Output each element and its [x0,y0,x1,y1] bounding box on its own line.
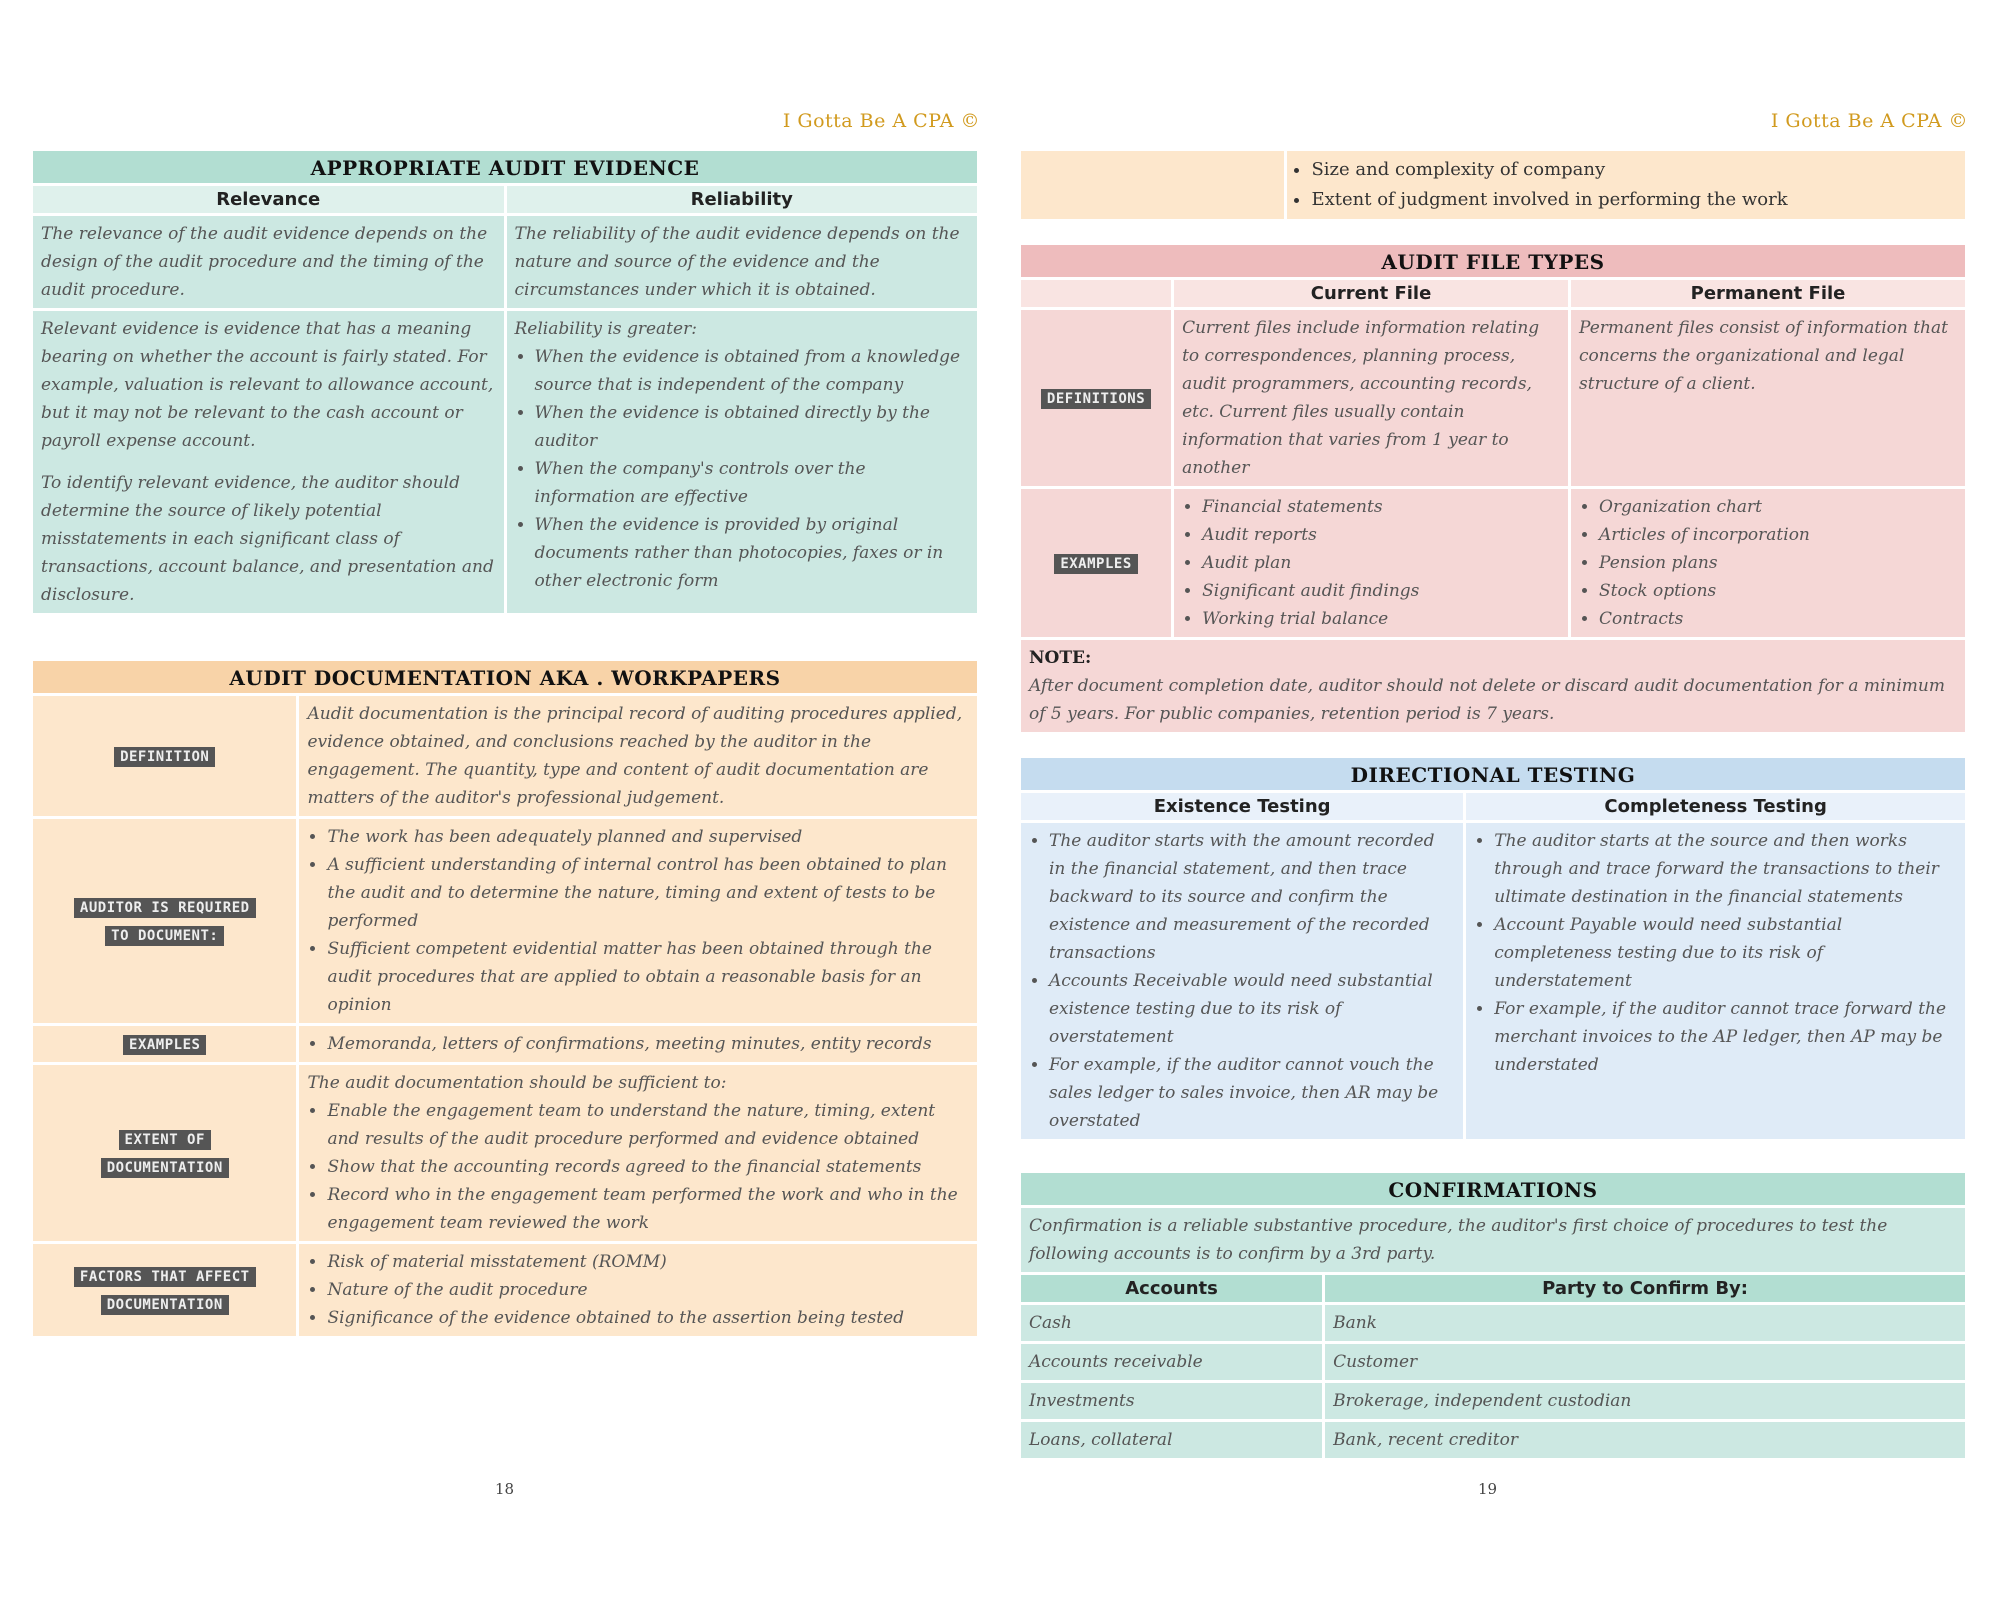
permanent-file-examples [1571,489,1965,637]
list-item: • When the company's controls over the information are effective [535,455,970,511]
list-item: • Sufficient competent evidential matter has been obtained through the audit procedures that are applied to obtain a reasonable basis for an opinion [327,935,969,1019]
party-cell: Brokerage, independent custodian [1325,1383,1965,1419]
list-item: • Stock options [1599,577,1957,605]
file-types-note [1021,640,1965,732]
definition-label-text: DEFINITION [114,747,215,767]
relevance-details [33,311,504,613]
completeness-testing-header: Completeness Testing [1466,793,1965,820]
relevance-paragraph: To identify relevant evidence, the auditor should determine the source of likely potential misstatements in each significant class of transactions, account balance, and presentation and disclosure. [41,473,494,605]
table-row [1021,1344,1965,1380]
account-cell: Cash [1021,1305,1322,1341]
list-item: • For example, if the auditor cannot vouch the sales ledger to sales invoice, then AR may be overstated [1049,1051,1455,1135]
current-file-examples [1174,489,1568,637]
party-header: Party to Confirm By: [1325,1275,1965,1302]
audit-evidence-table [30,148,980,616]
definitions-label [1021,310,1171,486]
note-text: After document completion date, auditor should not delete or discard audit documentation for a minimum of 5 years. For public companies, retention period is 7 years. [1029,676,1945,724]
file-types-corner [1021,280,1171,307]
list-item: • Risk of material misstatement (ROMM) [327,1248,969,1276]
audit-evidence-title: APPROPRIATE AUDIT EVIDENCE [33,151,977,183]
confirmations-title: CONFIRMATIONS [1021,1173,1965,1205]
relevance-header: Relevance [33,186,504,213]
party-cell: Customer [1325,1344,1965,1380]
directional-testing-title: DIRECTIONAL TESTING [1021,758,1965,790]
list-item: • Contracts [1599,605,1957,633]
party-cell: Bank, recent creditor [1325,1422,1965,1458]
required-label-line1: AUDITOR IS REQUIRED [74,898,256,918]
audit-documentation-table [30,658,980,1339]
list-item: • Account Payable would need substantial completeness testing due to its risk of understatement [1494,911,1957,995]
list-item: • When the evidence is obtained from a knowledge source that is independent of the company [535,343,970,399]
list-item: • Memoranda, letters of confirmations, meeting minutes, entity records [327,1030,969,1058]
required-items [299,819,977,1023]
list-item: • Accounts Receivable would need substantial existence testing due to its risk of overstatement [1049,967,1455,1051]
list-item: • The auditor starts with the amount recorded in the financial statement, and then trace backward to its source and confirm the existence and measurement of the recorded transactions [1049,827,1455,967]
extent-items [299,1065,977,1241]
account-cell: Accounts receivable [1021,1344,1322,1380]
confirmations-table [1018,1170,1968,1461]
list-item: • Pension plans [1599,549,1957,577]
audit-file-types-table [1018,242,1968,735]
page-number: 18 [495,1480,515,1498]
list-item: • Significance of the evidence obtained to the assertion being tested [327,1304,969,1332]
note-label: NOTE: [1029,648,1092,668]
required-label-line2: TO DOCUMENT: [105,926,224,946]
list-item: • Organization chart [1599,493,1957,521]
table-row [1021,1422,1965,1458]
audit-file-types-title: AUDIT FILE TYPES [1021,245,1965,277]
table-row [1021,1305,1965,1341]
party-cell: Bank [1325,1305,1965,1341]
extent-label-line2: DOCUMENTATION [101,1158,229,1178]
list-item: • When the evidence is obtained directly by the auditor [535,399,970,455]
list-item: • Working trial balance [1202,605,1560,633]
list-item: • When the evidence is provided by original documents rather than photocopies, faxes or in other electronic form [535,511,970,595]
continued-empty-cell [1021,151,1284,219]
relevance-definition: The relevance of the audit evidence depends on the design of the audit procedure and the timing of the audit procedure. [33,216,504,308]
accounts-header: Accounts [1021,1275,1322,1302]
required-label [33,819,296,1023]
reliability-header: Reliability [507,186,978,213]
existence-testing-header: Existence Testing [1021,793,1463,820]
current-file-definition: Current files include information relating to correspondences, planning process, audit programmers, accounting records, etc. Current files usually contain information that varies from 1 year to another [1174,310,1568,486]
list-item: • Nature of the audit procedure [327,1276,969,1304]
factors-label [33,1244,296,1336]
definitions-label-text: DEFINITIONS [1041,389,1151,409]
file-examples-label [1021,489,1171,637]
page-number: 19 [1478,1480,1498,1498]
extent-label-line1: EXTENT OF [119,1130,211,1150]
continued-factors [1018,148,1968,222]
existence-items [1021,823,1463,1139]
factors-label-line2: DOCUMENTATION [101,1295,229,1315]
directional-testing-table [1018,755,1968,1142]
page-19 [1018,0,1968,1600]
extent-intro: The audit documentation should be sufficient to: [307,1073,727,1093]
file-examples-label-text: EXAMPLES [1054,554,1137,574]
list-item: • A sufficient understanding of internal control has been obtained to plan the audit and to determine the nature, timing and extent of tests to be performed [327,851,969,935]
list-item: • Enable the engagement team to understand the nature, timing, extent and results of the audit procedure performed and evidence obtained [327,1097,969,1153]
brand-label: I Gotta Be A CPA © [1770,110,1968,132]
examples-items [299,1026,977,1062]
list-item: • Audit plan [1202,549,1560,577]
extent-label [33,1065,296,1241]
reliability-definition: The reliability of the audit evidence depends on the nature and source of the evidence and the circumstances under which it is obtained. [507,216,978,308]
list-item: • Articles of incorporation [1599,521,1957,549]
list-item: • Show that the accounting records agreed to the financial statements [327,1153,969,1181]
confirmations-intro: Confirmation is a reliable substantive procedure, the auditor's first choice of procedures to test the following accounts is to confirm by a 3rd party. [1021,1208,1965,1272]
definition-text: Audit documentation is the principal record of auditing procedures applied, evidence obtained, and conclusions reached by the auditor in the engagement. The quantity, type and content of audit documentation are matters of the auditor's professional judgement. [299,696,977,816]
audit-documentation-title: AUDIT DOCUMENTATION AKA . WORKPAPERS [33,661,977,693]
relevance-paragraph: Relevant evidence is evidence that has a meaning bearing on whether the account is fairly stated. For example, valuation is relevant to allowance account, but it may not be relevant to the cash account or payroll expense account. [41,319,494,451]
table-row [1021,1383,1965,1419]
factors-label-line1: FACTORS THAT AFFECT [74,1267,256,1287]
permanent-file-header: Permanent File [1571,280,1965,307]
list-item: • Size and complexity of company [1311,155,1957,185]
list-item: • Significant audit findings [1202,577,1560,605]
permanent-file-definition: Permanent files consist of information that concerns the organizational and legal structure of a client. [1571,310,1965,486]
list-item: • Extent of judgment involved in performing the work [1311,185,1957,215]
reliability-intro: Reliability is greater: [514,319,697,339]
reliability-details [507,311,978,613]
list-item: • Financial statements [1202,493,1560,521]
examples-label [33,1026,296,1062]
list-item: • For example, if the auditor cannot trace forward the merchant invoices to the AP ledger, then AP may be understated [1494,995,1957,1079]
page-18 [30,0,980,1600]
completeness-items [1466,823,1965,1139]
examples-label-text: EXAMPLES [123,1035,206,1055]
list-item: • Record who in the engagement team performed the work and who in the engagement team reviewed the work [327,1181,969,1237]
list-item: • Audit reports [1202,521,1560,549]
list-item: • The auditor starts at the source and then works through and trace forward the transactions to their ultimate destination in the financial statements [1494,827,1957,911]
account-cell: Loans, collateral [1021,1422,1322,1458]
definition-label [33,696,296,816]
continued-items [1287,151,1965,219]
factors-items [299,1244,977,1336]
account-cell: Investments [1021,1383,1322,1419]
brand-label: I Gotta Be A CPA © [782,110,980,132]
current-file-header: Current File [1174,280,1568,307]
list-item: • The work has been adequately planned and supervised [327,823,969,851]
